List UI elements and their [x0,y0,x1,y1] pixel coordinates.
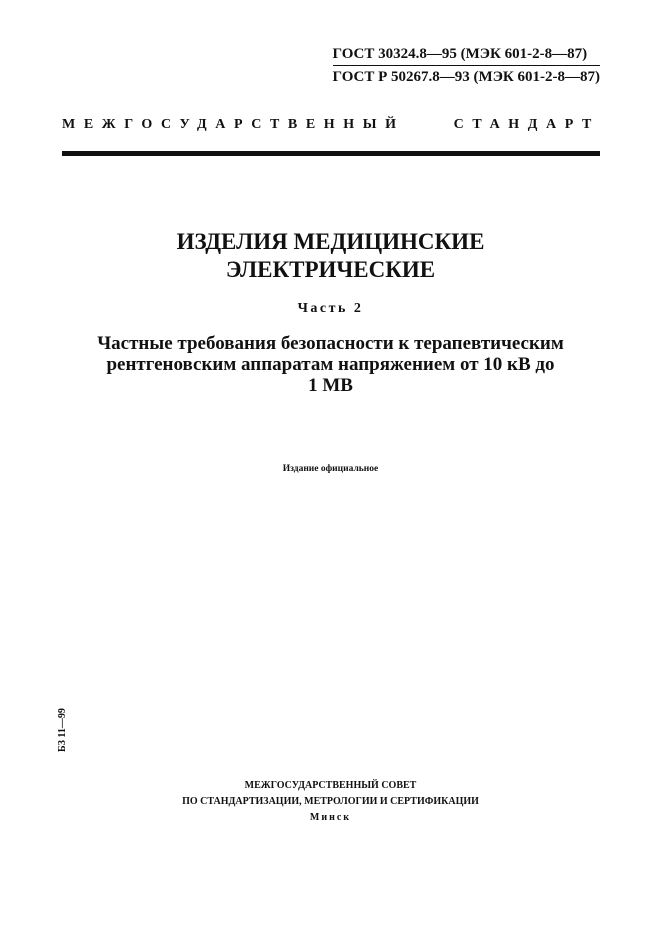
publisher-city: Минск [309,812,352,823]
side-catalog-code: БЗ 11—99 [57,708,68,752]
publisher-line-2: ПО СТАНДАРТИЗАЦИИ, МЕТРОЛОГИИ И СЕРТИФИКАЦИИ [182,796,479,807]
document-subtitle [70,333,591,396]
edition-note: Издание официальное [282,464,379,474]
standard-code-gost-r: ГОСТ Р 50267.8—93 (МЭК 601-2-8—87) [332,69,600,85]
publisher-line-1: МЕЖГОСУДАРСТВЕННЫЙ СОВЕТ [244,780,417,791]
title-line-1: ИЗДЕЛИЯ МЕДИЦИНСКИЕ [176,229,485,254]
subtitle-line-3: 1 МВ [308,375,353,396]
document-title [0,228,661,284]
part-label: Часть 2 [297,301,364,316]
subtitle-line-2: рентгеновским аппаратам напряжением от 10 кВ до [106,354,555,375]
standard-code-gost: ГОСТ 30324.8—95 (МЭК 601-2-8—87) [333,44,600,66]
header-rule [62,151,600,156]
publisher-block [0,778,661,826]
subtitle-line-1: Частные требования безопасности к терапевтическим [97,333,564,354]
title-line-2: ЭЛЕКТРИЧЕСКИЕ [225,257,436,282]
standard-category: МЕЖГОСУДАРСТВЕННЫЙ СТАНДАРТ [62,117,600,132]
standard-codes [333,44,600,89]
